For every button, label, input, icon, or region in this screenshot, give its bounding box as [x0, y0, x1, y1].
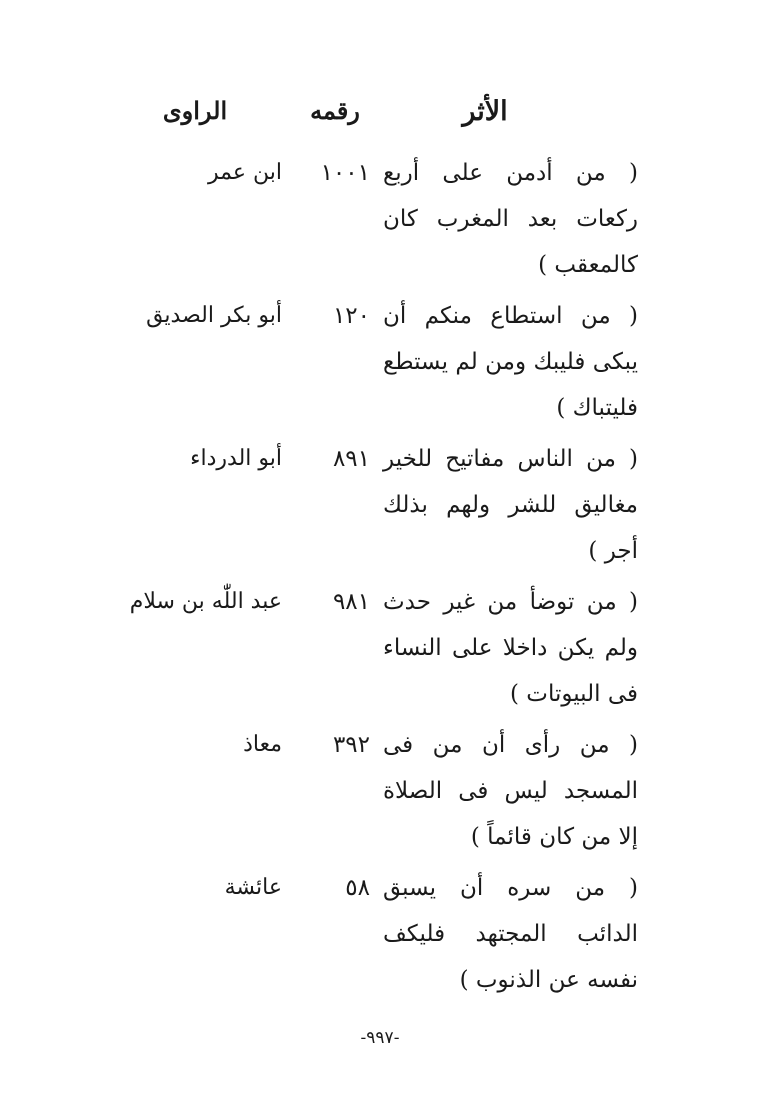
table-row: [0, 722, 760, 865]
header-rawi: الراوى: [162, 96, 228, 125]
table-row: [0, 436, 760, 579]
athar-text: ( من استطاع منكم أن يبكى فليبك ومن لم يستطع فليتباك ): [383, 303, 638, 421]
narrator-name: ابن عمر: [208, 160, 282, 185]
table-row: [0, 150, 760, 293]
narrator-name: أبو الدرداء: [190, 446, 282, 471]
athar-number: ١٠٠١: [320, 160, 370, 186]
header-athar: الأثر: [462, 96, 508, 127]
table-header: [0, 96, 760, 136]
athar-number: ٣٩٢: [332, 732, 370, 758]
table-row: [0, 579, 760, 722]
athar-text: ( من أدمن على أربع ركعات بعد المغرب كان كالمعقب ): [383, 160, 638, 278]
athar-text: ( من الناس مفاتيح للخير مغاليق للشر ولهم بذلك أجر ): [383, 446, 638, 564]
athar-text: ( من رأى أن من فى المسجد ليس فى الصلاة إلا من كان قائماً ): [383, 732, 638, 850]
athar-number: ٨٩١: [332, 446, 370, 472]
narrator-name: معاذ: [243, 732, 282, 757]
header-raqm: رقمه: [310, 96, 360, 125]
table-row: [0, 293, 760, 436]
athar-text: ( من سره أن يسبق الدائب المجتهد فليكف نفسه عن الذنوب ): [383, 875, 638, 993]
entries-list: [0, 150, 760, 1008]
athar-number: ٥٨: [345, 875, 370, 901]
narrator-name: عائشة: [224, 875, 282, 900]
page-number: -٩٩٧-: [360, 1028, 400, 1048]
athar-number: ١٢٠: [332, 303, 370, 329]
narrator-name: أبو بكر الصديق: [146, 303, 282, 328]
narrator-name: عبد اللّٰه بن سلام: [129, 589, 282, 614]
athar-text: ( من توضأ من غير حدث ولم يكن داخلا على النساء فى البيوتات ): [383, 589, 638, 707]
athar-number: ٩٨١: [332, 589, 370, 615]
table-row: [0, 865, 760, 1008]
